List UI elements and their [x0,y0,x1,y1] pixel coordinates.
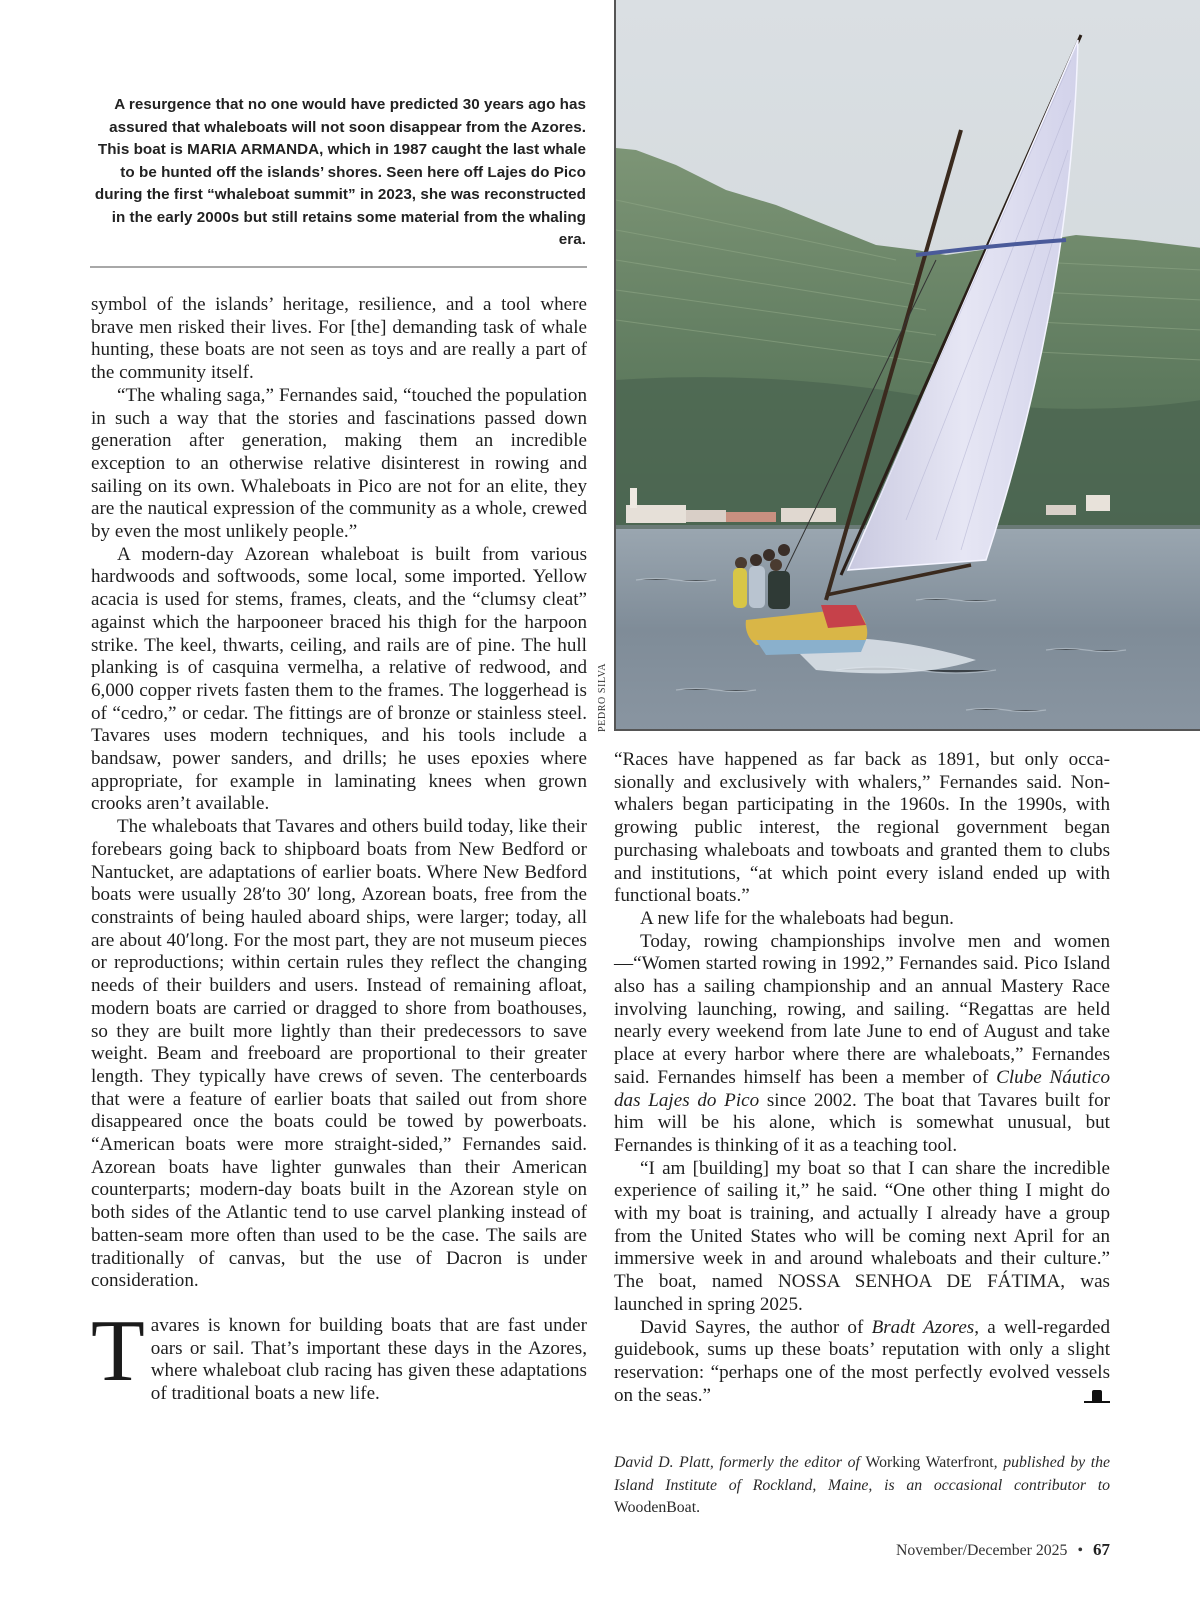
photo-illustration [616,0,1200,731]
caption-divider [90,266,587,268]
body-paragraph: “I am [building] my boat so that I can share the incredible experience of sailing it,” he said. “One other thing I might do with my boat is training, and actually I already have a group from the United States who will be coming next April for an immersive week in and around whaleboats and their culture.” The boat, named NOSSA SENHOA DE FÁTIMA, was launched in spring 2025. [614,1157,1110,1315]
body-paragraph [614,931,1110,1158]
article-column-right [614,749,1110,1407]
page-number: 67 [1093,1540,1110,1559]
issue-date: November/December 2025 [895,1542,1068,1559]
body-paragraph: “Races have happened as far back as 1891, but only occasionally and exclusively with whalers,” Fernandes said. Non-whalers began participating in the 1960s. In the 1990s, with growing public interest, the regional government began purchasing whaleboats and towboats and granted them to clubs and institutions, “at which point every island ended up with functional boats.” [614,749,1110,907]
dropcap-paragraph-text: avares is known for building boats that are fast under oars or sail. That’s important these days in the Azores, where whaleboat club racing has given these adaptations of traditional boats a new life. [150,1314,587,1405]
body-paragraph: The whaleboats that Tavares and others build today, like their forebears going back to shipboard boats from New Bedford or Nantucket, are adaptations of earlier boats. Where New Bedford boats were usually 28′to 30′ long, Azorean boats, free from the constraints of being hauled aboard ships, were larger; today, all are about 40′long. For the most part, they are not museum pieces or reproductions; within certain rules they reflect the changing needs of their builders and users. Instead of remaining afloat, modern boats are carried or dragged to shore from boathouses, so they are built more lightly than their predecessors to save weight. Beam and freeboard are proportional to their greater length. They typically have crews of seven. The centerboards that were a feature of earlier boats that sailed out from shore disappeared once the boats could be towed by powerboats. “American boats were more straight-sided,” Fernandes said. Azorean boats have lighter gunwales than their American counterparts; modern-day boats built in the Azorean style on both sides of the Atlantic tend to use carvel planking instead of batten-seam more often than used to be the case. The sails are traditionally of canvas, but the use of Dacron is under consideration. [91,816,587,1292]
footer-separator: • [1077,1542,1083,1559]
end-mark-icon [1084,1389,1110,1405]
publication-name: WoodenBoat [614,1499,697,1516]
body-paragraph: “The whaling saga,” Fernandes said, “touched the population in such a way that the stories and fascinations passed down generation after generation, making them an incredible exception to an otherwise relative disinterest in rowing and sailing on its own. Whaleboats in Pico are not for an elite, they are the nautical expression of the community as a whole, crewed by even the most unlikely people.” [91,384,587,543]
article-column-left [91,294,587,1406]
body-paragraph: A modern-day Azorean whaleboat is built from various hardwoods and softwoods, some local, some imported. Yellow acacia is used for stems, frames, cleats, and the “clumsy cleat” against which the harpooneer braced his thigh for the harpoon strike. The keel, thwarts, ceiling, and rails are of pine. The hull planking is of casquina vermelha, a relative of redwood, and 6,000 copper rivets fasten them to the frames. The loggerhead is of “cedro,” or cedar. The fittings are of bronze or stainless steel. Tavares uses modern techniques, and his tools include a bandsaw, power sanders, and drills; he uses epoxies where appropriate, for example in laminating knees when grown crooks aren’t available. [91,543,587,815]
text-run: Today, rowing championships involve men and women—“Women started rowing in 1992,” Fernandes said. Pico Island also has a sailing championship and an annual Mastery Race involving launching, rowing, and sailing. “Regattas are held nearly every weekend from late June to end of August and take place at every harbor where there are whaleboats,” Fernandes said. Fernandes himself has been a member of [614,930,1110,1088]
bio-text: David D. Platt, formerly the editor of [614,1454,866,1471]
club-name: Clube Náutico das Lajes do Pico [614,1066,1110,1111]
closing-paragraph [614,1317,1110,1408]
publication-name: Working Waterfront [865,1454,994,1471]
author-bio [614,1452,1110,1520]
body-paragraph: symbol of the islands’ heritage, resilience, and a tool where brave men risked their lives. For [the] demanding task of whale hunting, these boats are not seen as toys and are really a part of the community itself. [91,294,587,384]
section-opening-paragraph [91,1302,587,1406]
photo-credit: PEDRO SILVA [597,662,608,732]
bio-text: , published by the Island Institute of Rockland, Maine, is an occasional contributor to [614,1454,1110,1494]
text-run: , a well-regarded guidebook, sums up these boats’ reputation with only a slight reservation: “perhaps one of the most perfectly evolved vessels on the seas.” [614,1316,1110,1406]
page-footer [896,1540,1110,1560]
drop-cap: T [91,1302,145,1400]
body-paragraph: A new life for the whaleboats had begun. [640,907,954,929]
sailing-whaleboat-photo [614,0,1200,731]
text-run: David Sayres, the author of [640,1316,872,1338]
photo-caption: A resurgence that no one would have predicted 30 years ago has assured that whaleboats will not soon disappear from the Azores. This boat is MARIA ARMANDA, which in 1987 caught the last whale to be hunted off the islands’ shores. Seen here off Lajes do Pico during the first “whaleboat summit” in 2023, she was reconstructed in the early 2000s but still retains some material from the whaling era. [94,96,586,248]
bio-text: . [696,1499,701,1516]
text-run: since 2002. The boat that Tavares built for him will be his alone, which is somewhat unusual, but Fernandes is thinking of it as a teaching tool. [614,1089,1110,1156]
book-title: Bradt Azores [871,1316,975,1338]
